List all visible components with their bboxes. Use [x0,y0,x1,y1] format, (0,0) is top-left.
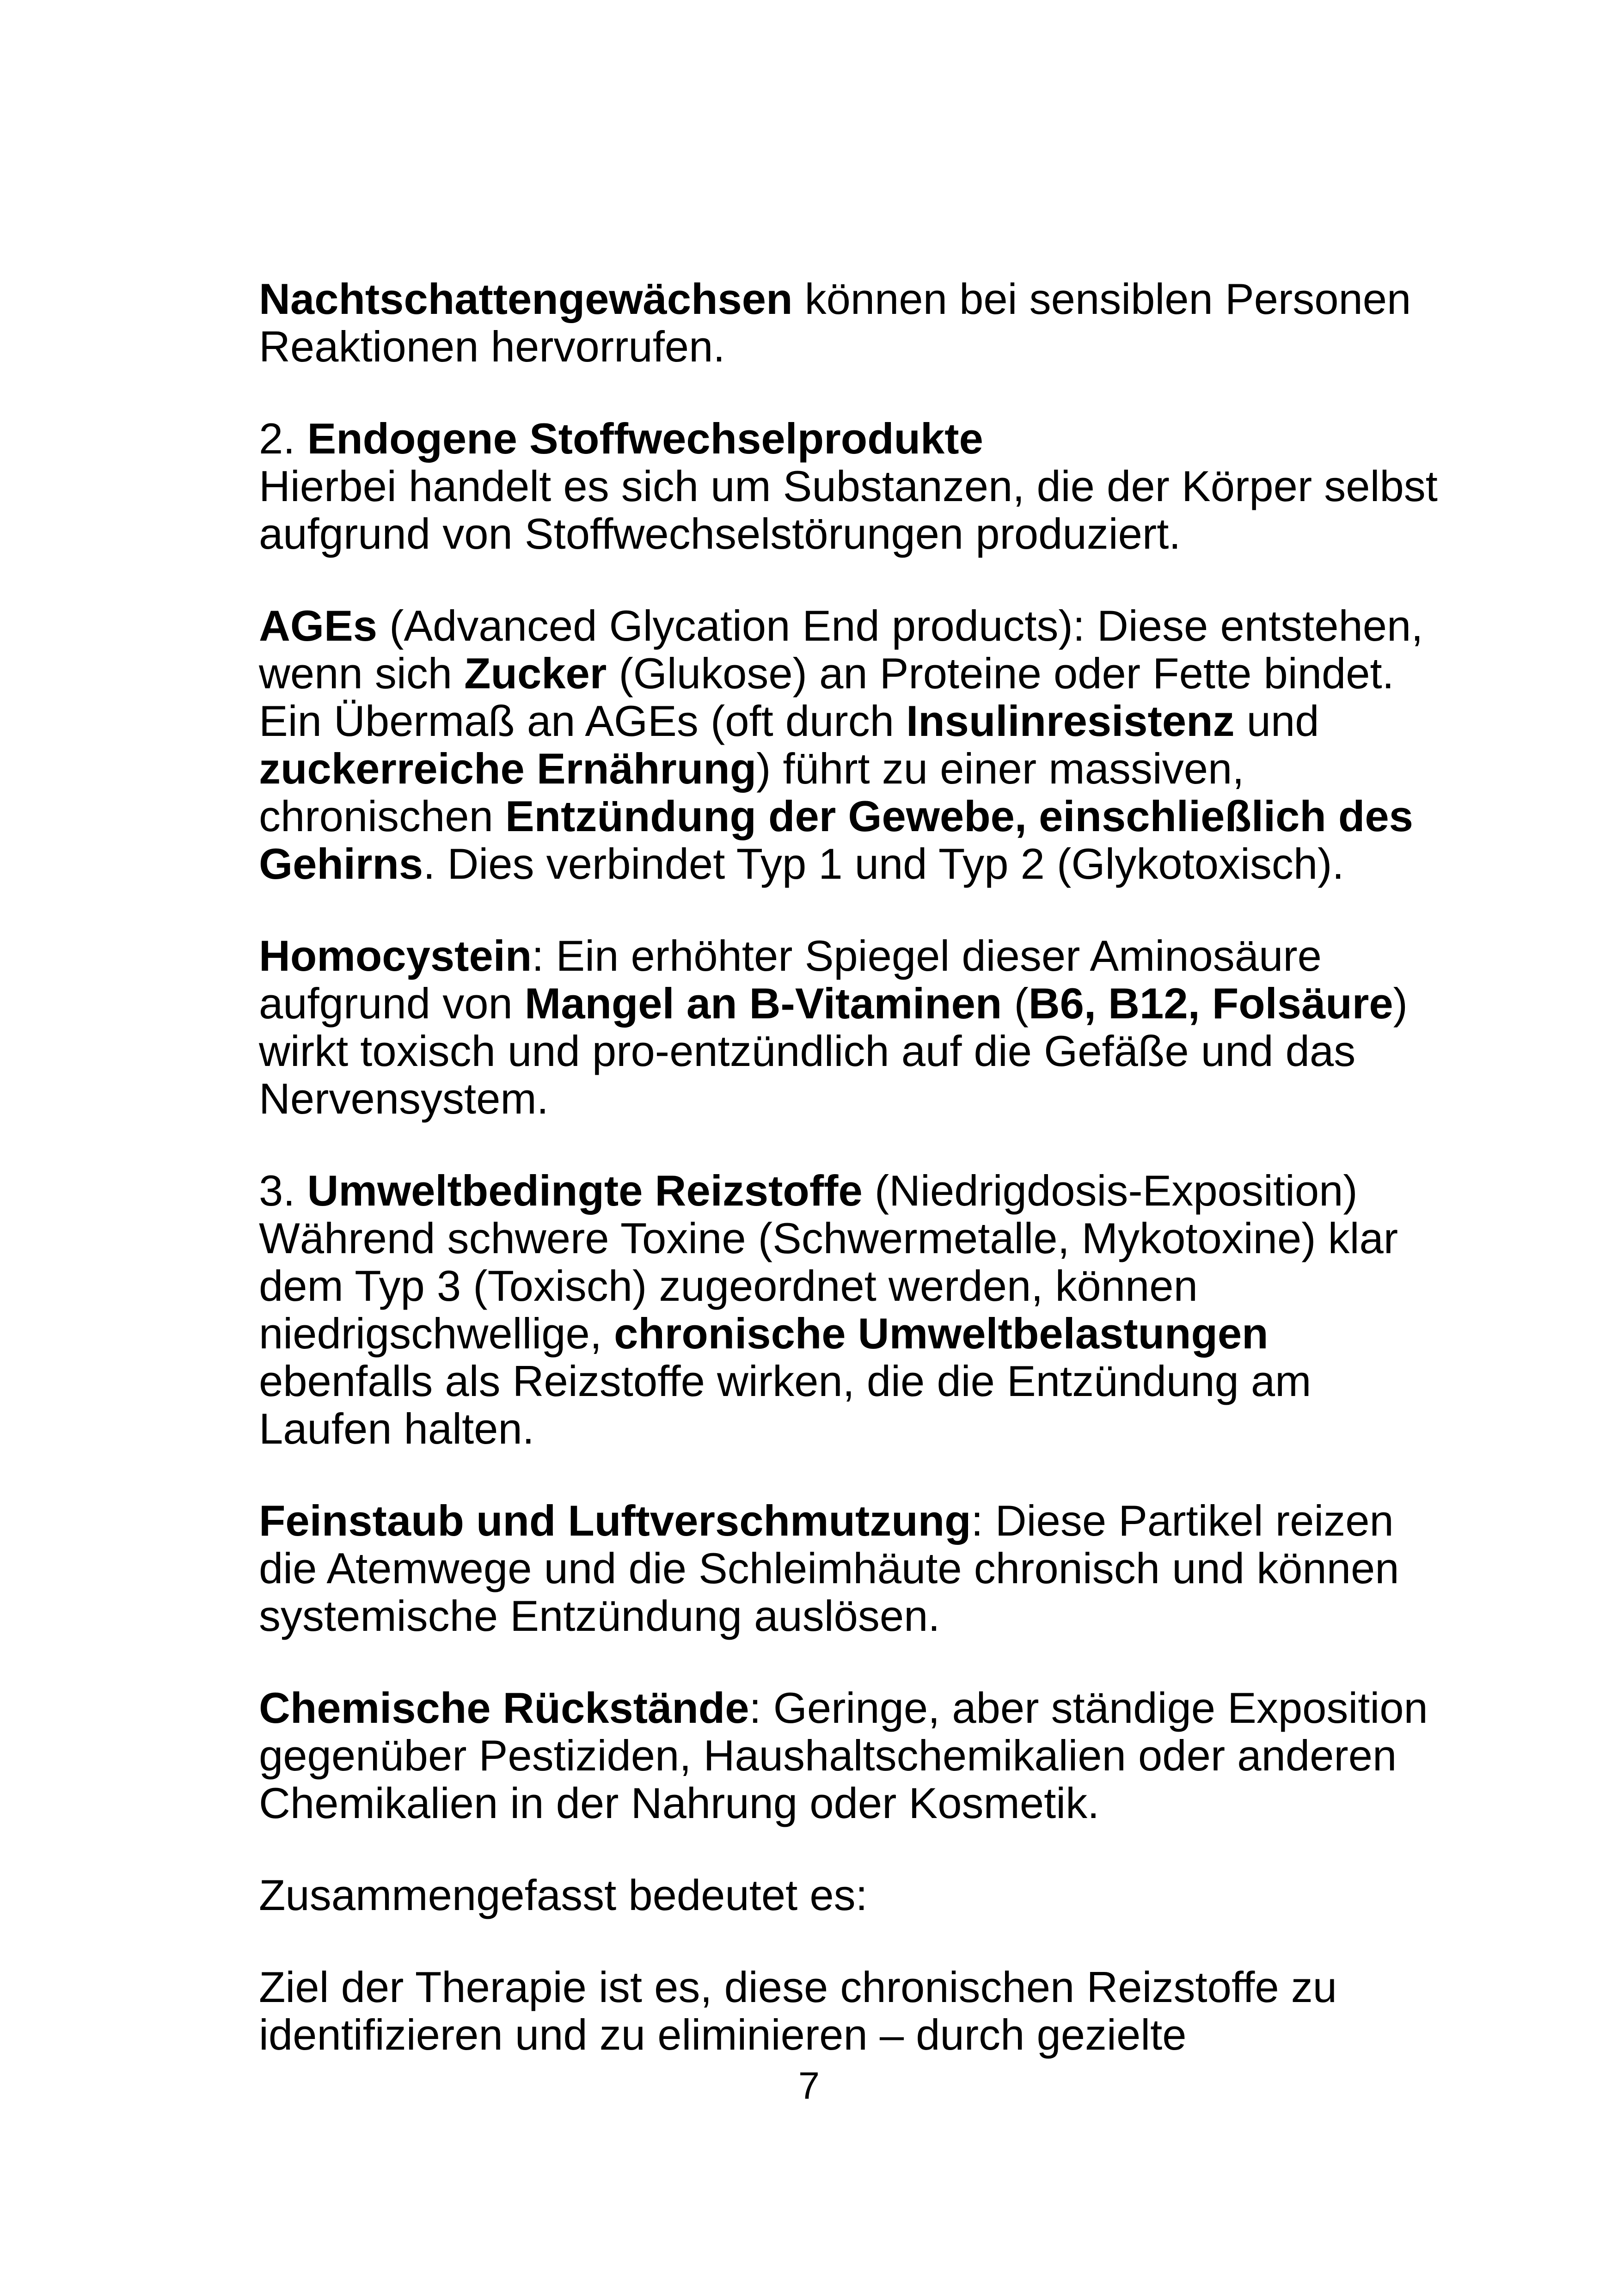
text-run: und [1234,697,1319,745]
text-run-bold: Chemische Rückstände [259,1684,749,1732]
text-run: Ziel der Therapie ist es, diese chronischen Reizstoffe zu [259,1963,1337,2011]
text-run-bold: Zucker [464,649,607,698]
text-run: Ein Übermaß an AGEs (oft durch [259,697,907,745]
text-run: . Dies verbindet Typ 1 und Typ 2 (Glykotoxisch). [423,839,1344,888]
text-line [259,1496,1394,1545]
text-run-bold: Umweltbedingte Reizstoffe [307,1166,863,1215]
text-run: dem Typ 3 (Toxisch) zugeordnet werden, können [259,1261,1198,1310]
text-line [259,1357,1378,1405]
text-line [259,792,1413,840]
text-line [259,415,1378,462]
text-run: Laufen halten. [259,1404,534,1453]
text-run: Hierbei handelt es sich um Substanzen, die der Körper selbst [259,462,1438,510]
paragraph [259,1496,1399,1640]
text-run: (Glukose) an Proteine oder Fette bindet. [607,649,1394,698]
text-run-bold: Insulinresistenz [906,697,1235,745]
text-run: : Ein erhöhter Spiegel dieser Aminosäure [532,931,1322,980]
text-run: gegenüber Pestiziden, Haushaltschemikalien oder anderen [259,1731,1397,1780]
text-line [259,1731,1397,1780]
text-run: wenn sich [259,649,465,698]
text-line [259,1405,1378,1452]
paragraph [259,1684,1428,1827]
text-run: Während schwere Toxine (Schwermetalle, Mykotoxine) klar [259,1214,1398,1262]
text-line [259,275,1411,323]
text-run-bold: Feinstaub und Luftverschmutzung [259,1496,971,1545]
text-run-bold: Nachtschattengewächsen [259,275,793,323]
text-run: ebenfalls als Reizstoffe wirken, die die Entzündung am [259,1357,1312,1405]
text-run-bold: Entzündung der Gewebe, einschließlich des [505,792,1413,840]
text-line [259,1167,1378,1214]
text-run: systemische Entzündung auslösen. [259,1592,940,1640]
text-run: aufgrund von [259,979,525,1028]
text-line [259,840,1378,888]
text-line [259,462,1438,510]
text-run: 3. [259,1166,307,1215]
text-line [259,1544,1399,1592]
text-run: Reaktionen hervorrufen. [259,322,725,371]
text-run: ( [1002,979,1029,1028]
text-line [259,1075,1378,1122]
paragraph [259,275,1411,371]
text-run: (Niedrigdosis-Exposition) [862,1166,1358,1215]
text-line [259,1027,1378,1075]
text-run-bold: AGEs [259,601,377,650]
text-line [259,323,1378,370]
text-run: 2. [259,414,307,463]
text-run-bold: Mangel an B-Vitaminen [524,979,1002,1028]
text-line [259,510,1378,557]
text-run: identifizieren und zu eliminieren – durch gezielte [259,2010,1187,2059]
text-run: Nervensystem. [259,1074,549,1123]
text-run-bold: Gehirns [259,839,423,888]
text-run: niedrigschwellige, [259,1309,614,1358]
text-line [259,1310,1378,1357]
text-line [259,932,1378,980]
paragraph [259,931,1408,1123]
text-line [259,1592,1378,1640]
text-run: wirkt toxisch und pro-entzündlich auf die Gefäße und das [259,1027,1356,1075]
text-line [259,649,1394,698]
text-run: können bei sensiblen Personen [792,275,1411,323]
text-run: : Diese Partikel reizen [971,1496,1394,1545]
text-run: aufgrund von Stoffwechselstörungen produziert. [259,509,1181,558]
paragraph [259,1166,1398,1453]
paragraph [259,1871,1378,1919]
text-run: : Geringe, aber ständige Exposition [749,1684,1428,1732]
paragraph [259,601,1423,888]
paragraph [259,414,1438,558]
text-run: chronischen [259,792,505,840]
text-run-bold: zuckerreiche Ernährung [259,744,757,793]
text-line [259,1684,1428,1732]
text-line [259,1963,1378,2011]
text-run-bold: chronische Umweltbelastungen [614,1309,1269,1358]
text-line [259,601,1423,650]
text-line [259,697,1378,745]
text-line [259,979,1408,1028]
text-column [259,275,1438,2059]
page-number: 7 [798,2064,820,2107]
text-run: ) [1393,979,1408,1028]
text-line [259,1871,1378,1919]
text-line [259,1214,1398,1262]
text-line [259,1779,1378,1827]
paragraph [259,1963,1378,2058]
text-line [259,2011,1378,2058]
text-run: die Atemwege und die Schleimhäute chronisch und können [259,1544,1399,1592]
text-run-bold: B6, B12, Folsäure [1028,979,1393,1028]
text-run-bold: Endogene Stoffwechselprodukte [307,414,983,463]
text-line [259,745,1378,792]
text-run: Zusammengefasst bedeutet es: [259,1871,868,1919]
text-line [259,1262,1378,1310]
text-run: ) führt zu einer massiven, [756,744,1244,793]
text-run: Chemikalien in der Nahrung oder Kosmetik. [259,1779,1100,1827]
text-run: (Advanced Glycation End products): Diese entstehen, [377,601,1423,650]
text-run-bold: Homocystein [259,931,532,980]
